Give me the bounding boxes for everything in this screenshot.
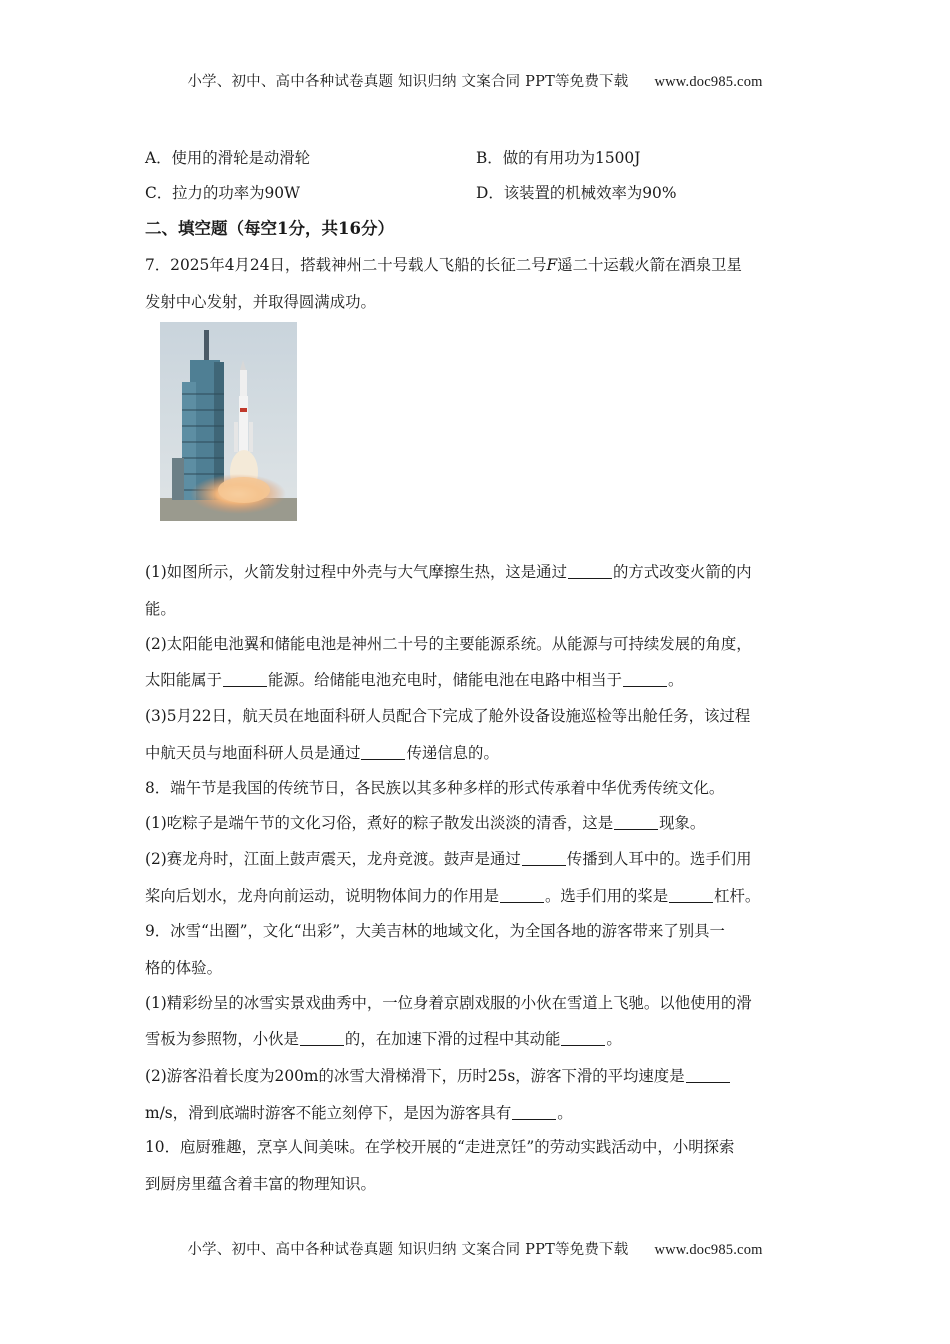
q10-stem-line-1: 10．庖厨雅趣，烹享人间美味。在学校开展的“走进烹饪”的劳动实践活动中，小明探索 bbox=[145, 1138, 735, 1156]
q7-stem-line-1 bbox=[145, 253, 742, 275]
option-a: A．使用的滑轮是动滑轮 bbox=[145, 149, 311, 167]
q7-part1-text-2: 的方式改变火箭的内 bbox=[612, 563, 752, 581]
answer-blank[interactable] bbox=[223, 671, 267, 687]
q9-part1-text: 雪板为参照物，小伙是 bbox=[145, 1030, 299, 1048]
q8-stem: 8．端午节是我国的传统节日，各民族以其多种多样的形式传承着中华优秀传统文化。 bbox=[145, 779, 725, 797]
answer-blank[interactable] bbox=[623, 671, 667, 687]
q7-part1-line-1 bbox=[145, 560, 752, 582]
q7-stem-text-2: 遥二十运载火箭在酒泉卫星 bbox=[557, 256, 742, 274]
q9-part2-line-1 bbox=[145, 1064, 731, 1086]
q7-part2-text: 太阳能属于 bbox=[145, 671, 222, 689]
q9-part2-line-2 bbox=[145, 1101, 573, 1123]
option-d: D．该装置的机械效率为90% bbox=[476, 184, 677, 202]
q7-part1-line-2: 能。 bbox=[145, 600, 176, 618]
answer-blank[interactable] bbox=[500, 887, 544, 903]
q9-stem-line-2: 格的体验。 bbox=[145, 959, 222, 977]
answer-blank[interactable] bbox=[568, 563, 612, 579]
rocket-launch-photo bbox=[160, 322, 297, 521]
q8-part2-text-3: 桨向后划水，龙舟向前运动，说明物体间力的作用是 bbox=[145, 887, 499, 905]
footer-site: www.doc985.com bbox=[654, 1242, 763, 1258]
header-site: www.doc985.com bbox=[654, 74, 763, 90]
q7-part3-text: 中航天员与地面科研人员是通过 bbox=[145, 744, 361, 762]
q9-part2-text-2: m/s，滑到底端时游客不能立刻停下，是因为游客具有 bbox=[145, 1104, 512, 1122]
header-text: 小学、初中、高中各种试卷真题 知识归纳 文案合同 PPT等免费下载 bbox=[187, 74, 629, 90]
q9-part2-text-3: 。 bbox=[557, 1104, 573, 1122]
q7-part2-line-2 bbox=[145, 668, 683, 690]
q7-part3-line-2 bbox=[145, 741, 499, 763]
q7-stem-line-2: 发射中心发射，并取得圆满成功。 bbox=[145, 293, 376, 311]
q7-part2-text-3: 。 bbox=[667, 671, 684, 689]
q7-part3-text-2: 传递信息的。 bbox=[406, 744, 499, 762]
answer-blank[interactable] bbox=[686, 1067, 730, 1083]
q9-stem-line-1: 9．冰雪“出圈”，文化“出彩”，大美吉林的地域文化，为全国各地的游客带来了别具一 bbox=[145, 922, 725, 940]
q9-part1-line-1: (1)精彩纷呈的冰雪实景戏曲秀中，一位身着京剧戏服的小伙在雪道上飞驰。以他使用的滑 bbox=[145, 994, 752, 1012]
q8-part2-line-1 bbox=[145, 847, 752, 869]
q8-part1 bbox=[145, 811, 705, 833]
q7-part3-line-1: (3)5月22日，航天员在地面科研人员配合下完成了舱外设备设施巡检等出舱任务，该过程 bbox=[145, 707, 751, 725]
q9-part2-text: (2)游客沿着长度为200m的冰雪大滑梯滑下，历时25s，游客下滑的平均速度是 bbox=[145, 1067, 685, 1085]
q9-part1-line-2 bbox=[145, 1027, 622, 1049]
answer-blank[interactable] bbox=[522, 850, 566, 866]
answer-blank[interactable] bbox=[300, 1030, 344, 1046]
page-footer bbox=[0, 1238, 950, 1259]
answer-blank[interactable] bbox=[561, 1030, 605, 1046]
q8-part2-text-5: 杠杆。 bbox=[714, 887, 761, 905]
q7-stem-text: 7．2025年4月24日，搭载神州二十号载人飞船的长征二号 bbox=[145, 256, 547, 274]
q8-part2-text: (2)赛龙舟时，江面上鼓声震天，龙舟竞渡。鼓声是通过 bbox=[145, 850, 521, 868]
q8-part2-text-2: 传播到人耳中的。选手们用 bbox=[566, 850, 752, 868]
rocket-launch-image bbox=[160, 322, 297, 521]
q7-part2-line-1: (2)太阳能电池翼和储能电池是神州二十号的主要能源系统。从能源与可持续发展的角度， bbox=[145, 635, 752, 653]
q9-part1-text-3: 。 bbox=[606, 1030, 622, 1048]
q8-part1-text-2: 现象。 bbox=[659, 814, 706, 832]
option-c: C．拉力的功率为90W bbox=[145, 184, 300, 202]
q8-part1-text: (1)吃粽子是端午节的文化习俗，煮好的粽子散发出淡淡的清香，这是 bbox=[145, 814, 614, 832]
page-header bbox=[0, 70, 950, 91]
answer-blank[interactable] bbox=[512, 1104, 556, 1120]
section-title: 二、填空题（每空1分，共16分） bbox=[145, 219, 394, 238]
q10-stem-line-2: 到厨房里蕴含着丰富的物理知识。 bbox=[145, 1175, 376, 1193]
answer-blank[interactable] bbox=[669, 887, 713, 903]
q7-rocket-model: F bbox=[546, 256, 558, 274]
option-b: B．做的有用功为1500J bbox=[476, 149, 641, 167]
footer-text: 小学、初中、高中各种试卷真题 知识归纳 文案合同 PPT等免费下载 bbox=[187, 1242, 629, 1258]
q8-part2-text-4: 。选手们用的桨是 bbox=[545, 887, 669, 905]
answer-blank[interactable] bbox=[614, 814, 658, 830]
answer-blank[interactable] bbox=[361, 744, 405, 760]
q7-part1-text: (1)如图所示，火箭发射过程中外壳与大气摩擦生热，这是通过 bbox=[145, 563, 567, 581]
q9-part1-text-2: 的，在加速下滑的过程中其动能 bbox=[344, 1030, 561, 1048]
q8-part2-line-2 bbox=[145, 884, 760, 906]
q7-part2-text-2: 能源。给储能电池充电时，储能电池在电路中相当于 bbox=[267, 671, 622, 689]
